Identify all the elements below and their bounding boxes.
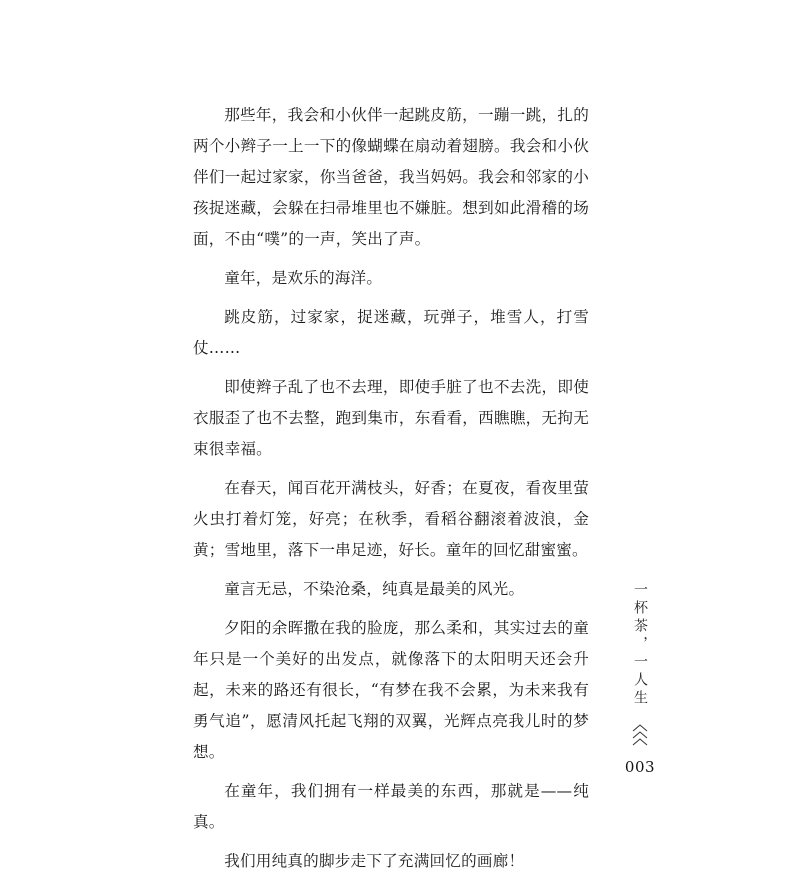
- paragraph-5: 在春天，闻百花开满枝头，好香；在夏夜，看夜里萤火虫打着灯笼，好亮；在秋季，看稻谷翻滚着波浪，金黄；雪地里，落下一串足迹，好长。童年的回忆甜蜜蜜。: [193, 479, 589, 559]
- paragraph-4: 即使辫子乱了也不去理，即使手脏了也不去洗，即使衣服歪了也不去整，跑到集市，东看看，西瞧瞧，无拘无束很幸福。: [193, 378, 589, 458]
- body-text: [193, 100, 589, 877]
- paragraph-8: 在童年，我们拥有一样最美的东西，那就是——纯真。: [193, 782, 589, 831]
- triple-chevron-up-icon: [630, 722, 650, 748]
- paragraph-6: 童言无忌，不染沧桑，纯真是最美的风光。: [224, 580, 525, 598]
- page-sidebar: [622, 582, 658, 777]
- paragraph-2: 童年，是欢乐的海洋。: [224, 269, 383, 287]
- page-number: 003: [624, 758, 656, 776]
- running-title: 一杯茶，一人生: [632, 582, 648, 708]
- paragraph-1: 那些年，我会和小伙伴一起跳皮筋，一蹦一跳，扎的两个小辫子一上一下的像蝴蝶在扇动着翅膀。我会和小伙伴们一起过家家，你当爸爸，我当妈妈。我会和邻家的小孩捉迷藏，会躲在扫帚堆里也不嫌脏。想到如此滑稽的场面，不由“噗”的一声，笑出了声。: [193, 106, 589, 248]
- paragraph-9: 我们用纯真的脚步走下了充满回忆的画廊！: [224, 852, 525, 870]
- paragraph-7: 夕阳的余晖撒在我的脸庞，那么柔和，其实过去的童年只是一个美好的出发点，就像落下的太阳明天还会升起，未来的路还有很长，“有梦在我不会累，为未来我有勇气追”，愿清风托起飞翔的双翼，光辉点亮我儿时的梦想。: [193, 619, 589, 761]
- paragraph-3: 跳皮筋，过家家，捉迷藏，玩弹子，堆雪人，打雪仗……: [193, 308, 589, 357]
